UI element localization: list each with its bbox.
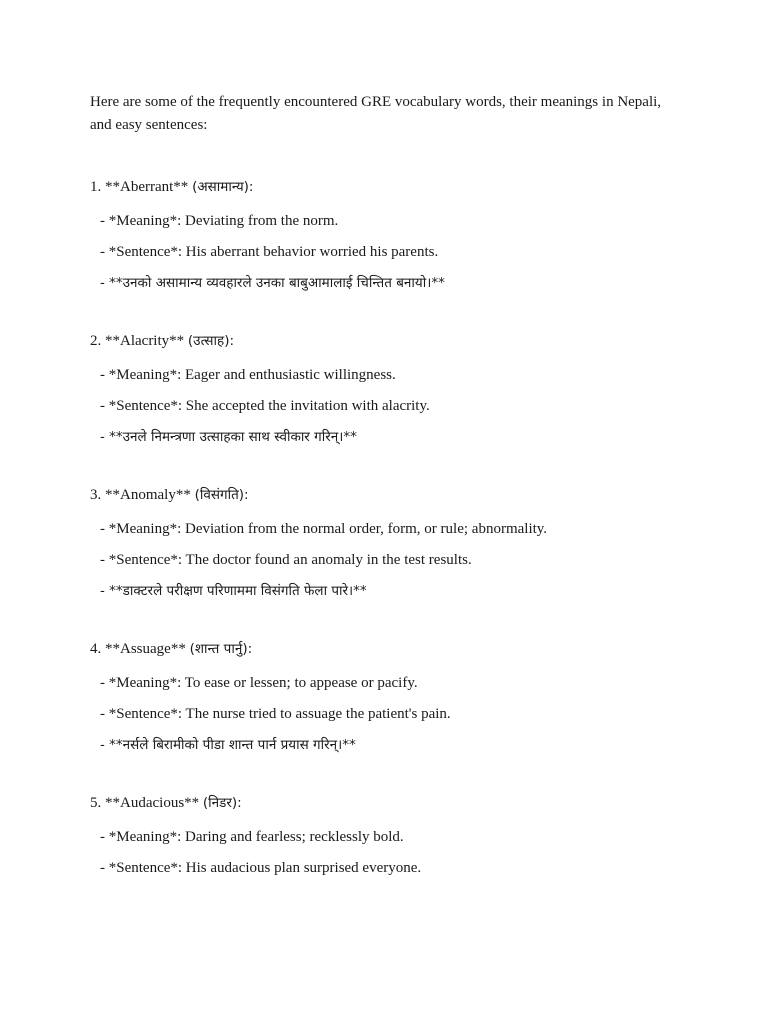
entry-meaning: - *Meaning*: Deviating from the norm. xyxy=(100,213,339,229)
entry-nepali-word: (शान्त पार्नु): xyxy=(189,641,253,657)
entry-meaning: - *Meaning*: Daring and fearless; recklessly bold. xyxy=(100,829,404,845)
entry-number: 4. xyxy=(90,641,102,657)
entry-sentence: - *Sentence*: His audacious plan surprised everyone. xyxy=(100,860,422,876)
entry-meaning: - *Meaning*: Deviation from the normal order, form, or rule; abnormality. xyxy=(100,521,548,537)
entry-word: **Audacious** xyxy=(105,795,200,811)
entry-translation: - **डाक्टरले परीक्षण परिणाममा विसंगति फेला पारे।** xyxy=(100,583,367,599)
entry-number: 5. xyxy=(90,795,102,811)
vocab-entry-alacrity xyxy=(90,331,680,447)
entry-translation: - **उनले निमन्त्रणा उत्साहका साथ स्वीकार गरिन्।** xyxy=(100,429,357,445)
entry-heading xyxy=(90,331,680,351)
entry-heading xyxy=(90,793,680,813)
entry-heading xyxy=(90,639,680,659)
entry-number: 3. xyxy=(90,487,102,503)
entry-number: 2. xyxy=(90,333,102,349)
entry-meaning: - *Meaning*: Eager and enthusiastic willingness. xyxy=(100,367,396,383)
entry-sentence: - *Sentence*: His aberrant behavior worried his parents. xyxy=(100,244,439,260)
vocab-entry-anomaly xyxy=(90,485,680,601)
document-page xyxy=(90,91,680,878)
entry-meaning: - *Meaning*: To ease or lessen; to appease or pacify. xyxy=(100,675,418,691)
vocab-entry-aberrant xyxy=(90,177,680,293)
entry-translation: - **नर्सले बिरामीको पीडा शान्त पार्न प्रयास गरिन्।** xyxy=(100,737,356,753)
entry-heading xyxy=(90,485,680,505)
entry-sentence: - *Sentence*: She accepted the invitation with alacrity. xyxy=(100,398,430,414)
entry-word: **Aberrant** xyxy=(105,179,189,195)
entry-nepali-word: (विसंगति): xyxy=(194,487,249,503)
entry-number: 1. xyxy=(90,179,102,195)
entry-nepali-word: (उत्साह): xyxy=(187,333,235,349)
entry-heading xyxy=(90,177,680,197)
entry-nepali-word: (असामान्य): xyxy=(192,179,254,195)
entry-word: **Alacrity** xyxy=(105,333,185,349)
entry-translation: - **उनको असामान्य व्यवहारले उनका बाबुआमालाई चिन्तित बनायो।** xyxy=(100,275,445,291)
intro-paragraph: Here are some of the frequently encountered GRE vocabulary words, their meanings in Nepali, and easy sentences: xyxy=(90,94,662,133)
entry-nepali-word: (निडर): xyxy=(202,795,242,811)
vocab-entry-assuage xyxy=(90,639,680,755)
entry-word: **Assuage** xyxy=(105,641,186,657)
entry-sentence: - *Sentence*: The doctor found an anomaly in the test results. xyxy=(100,552,472,568)
vocab-entry-audacious xyxy=(90,793,680,878)
entry-sentence: - *Sentence*: The nurse tried to assuage the patient's pain. xyxy=(100,706,451,722)
entry-word: **Anomaly** xyxy=(105,487,191,503)
